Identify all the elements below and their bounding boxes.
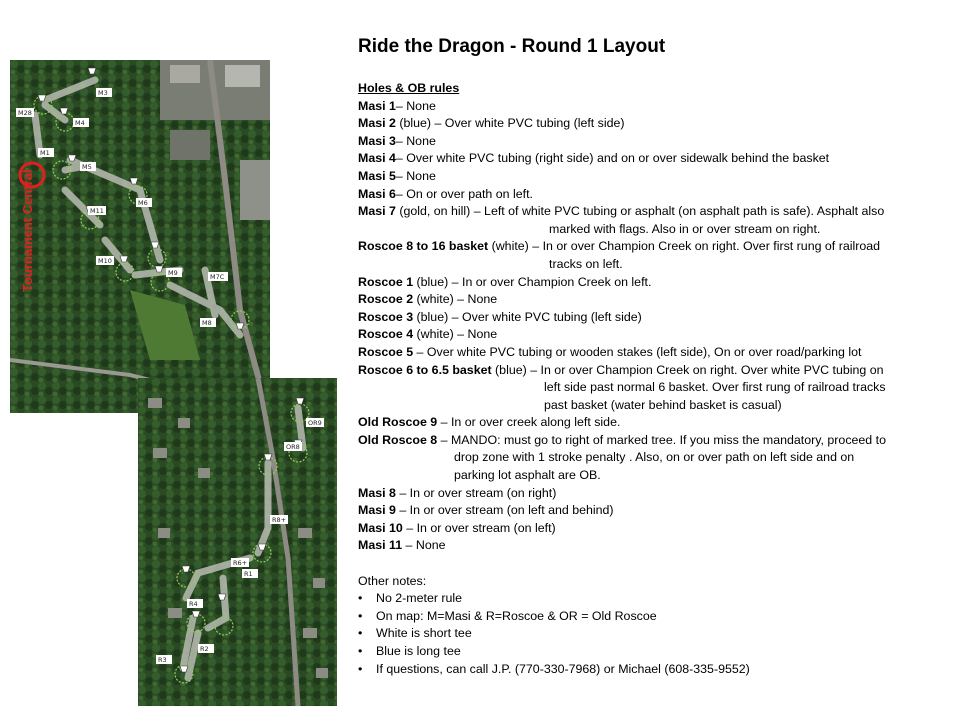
hole-name: Masi 11 <box>358 538 403 553</box>
ob-rule-row <box>358 537 948 555</box>
note-item: • Blue is long tee <box>358 643 948 661</box>
ob-rule-row <box>358 432 948 450</box>
other-notes-heading: Other notes: <box>358 573 427 588</box>
hole-label-r1: R1 <box>244 570 253 578</box>
ob-rule-row <box>358 186 948 204</box>
hole-label-r2: R2 <box>200 645 209 653</box>
hole-name: Masi 10 <box>358 520 403 535</box>
ob-rule-row <box>358 238 948 256</box>
tee-note: (blue) <box>395 116 435 131</box>
hole-label-m10: M10 <box>98 257 112 265</box>
other-notes-list <box>358 590 948 678</box>
ob-rule-continuation: tracks on left. <box>549 256 623 271</box>
hole-name: Roscoe 5 <box>358 344 414 359</box>
ob-rule-row <box>358 502 948 520</box>
course-map-lower <box>138 378 337 706</box>
course-map-upper <box>10 60 270 413</box>
hole-name: Masi 4 <box>358 151 396 166</box>
hole-name: Old Roscoe 8 <box>358 432 438 447</box>
ob-rule-row <box>358 150 948 168</box>
ob-rule-text: – Over white PVC tubing or wooden stakes (left side), On or over road/parking lot <box>416 344 862 359</box>
ob-rule-row <box>358 414 948 432</box>
hole-name: Roscoe 2 <box>358 292 414 307</box>
hole-name: Masi 3 <box>358 133 396 148</box>
ob-rule-row <box>358 309 948 327</box>
hole-name: Masi 7 <box>358 204 396 219</box>
ob-rule-text: – Over white PVC tubing (left side) <box>434 116 625 131</box>
hole-label-m5: M5 <box>82 163 92 171</box>
ob-rule-text: – MANDO: must go to right of marked tree. If you miss the mandatory, proceed to <box>440 432 886 447</box>
ob-rule-text: – Over white PVC tubing (left side) <box>451 309 642 324</box>
hole-name: Roscoe 6 to 6.5 basket <box>358 362 492 377</box>
layout-rules-body <box>358 80 948 678</box>
ob-rule-text: – In or over stream (on left) <box>406 520 556 535</box>
hole-name: Masi 1 <box>358 98 396 113</box>
hole-label-or9: OR9 <box>308 419 322 427</box>
hole-name: Masi 2 <box>358 116 396 131</box>
ob-rule-text: – In or over stream (on left and behind) <box>399 503 614 518</box>
ob-rule-row <box>358 520 948 538</box>
tee-note: (blue) <box>491 362 531 377</box>
hole-label-m9: M9 <box>168 269 178 277</box>
ob-rule-row <box>358 274 948 292</box>
ob-rule-text: – Over white PVC tubing (right side) and on or over sidewalk behind the basket <box>395 151 830 166</box>
ob-rule-continuation: left side past normal 6 basket. Over first rung of railroad tracks <box>544 380 886 395</box>
ob-rule-row <box>358 362 948 380</box>
hole-name: Masi 5 <box>358 168 396 183</box>
tee-note: (blue) <box>413 274 452 289</box>
note-item: • White is short tee <box>358 625 948 643</box>
note-item: • If questions, can call J.P. (770-330-7968) or Michael (608-335-9552) <box>358 661 948 679</box>
ob-rule-text: – None <box>457 327 498 342</box>
ob-rule-text: – None <box>395 168 436 183</box>
ob-rule-text: – None <box>395 133 436 148</box>
hole-label-m8: M8 <box>202 319 212 327</box>
ob-rule-text: – None <box>405 538 446 553</box>
hole-name: Roscoe 3 <box>358 309 414 324</box>
hole-name: Masi 8 <box>358 485 396 500</box>
ob-rule-row <box>358 133 948 151</box>
hole-label-r3: R3 <box>158 656 167 664</box>
holes-heading: Holes & OB rules <box>358 81 460 95</box>
ob-rule-continuation: marked with flags. Also in or over stream on right. <box>549 221 821 236</box>
ob-rule-continuation: parking lot asphalt are OB. <box>454 468 601 483</box>
hole-label-m3: M3 <box>98 89 108 97</box>
hole-label-m4: M4 <box>75 119 85 127</box>
ob-rule-row <box>358 344 948 362</box>
hole-name: Masi 9 <box>358 503 396 518</box>
hole-name: Masi 6 <box>358 186 396 201</box>
ob-rule-row <box>358 203 948 221</box>
hole-label-m11: M11 <box>90 207 104 215</box>
ob-rule-text: – Left of white PVC tubing or asphalt (on asphalt path is safe). Asphalt also <box>473 204 885 219</box>
hole-label-r8plus: R8+ <box>272 516 287 524</box>
ob-rule-row <box>358 115 948 133</box>
ob-rule-continuation: drop zone with 1 stroke penalty . Also, on or over path on left side and on <box>454 450 855 465</box>
hole-name: Roscoe 8 to 16 basket <box>358 239 489 254</box>
note-item: • No 2-meter rule <box>358 590 948 608</box>
ob-rule-text: – In or over stream (on right) <box>399 485 557 500</box>
ob-rule-text: – In or over Champion Creek on right. Over white PVC tubing on <box>530 362 884 377</box>
note-item: • On map: M=Masi & R=Roscoe & OR = Old Roscoe <box>358 608 948 626</box>
hole-name: Roscoe 1 <box>358 274 414 289</box>
page-title: Ride the Dragon - Round 1 Layout <box>358 36 666 57</box>
hole-label-m1: M1 <box>40 149 50 157</box>
ob-rule-row <box>358 168 948 186</box>
ob-rule-text: – None <box>457 292 498 307</box>
tournament-central-label: Tournament Central <box>20 169 35 292</box>
hole-label-or8: OR8 <box>286 443 300 451</box>
ob-rules-list <box>358 98 948 555</box>
ob-rule-text: – In or over creek along left side. <box>440 415 621 430</box>
ob-rule-text: – None <box>395 98 436 113</box>
ob-rule-continuation: past basket (water behind basket is casual) <box>544 397 782 412</box>
hole-label-r6plus: R6+ <box>233 559 248 567</box>
hole-name: Old Roscoe 9 <box>358 415 438 430</box>
ob-rule-text: – In or over Champion Creek on left. <box>451 274 652 289</box>
tee-note: (white) <box>488 239 533 254</box>
tee-note: (gold, on hill) <box>395 204 474 219</box>
ob-rule-row <box>358 485 948 503</box>
hole-label-m6: M6 <box>138 199 148 207</box>
ob-rule-row <box>358 98 948 116</box>
hole-name: Roscoe 4 <box>358 327 414 342</box>
tee-note: (white) <box>413 327 458 342</box>
hole-label-r4: R4 <box>189 600 198 608</box>
ob-rule-text: – In or over Champion Creek on right. Over first rung of railroad <box>532 239 881 254</box>
tee-note: (white) <box>413 292 458 307</box>
tee-note: (blue) <box>413 309 452 324</box>
hole-label-m28: M28 <box>18 109 32 117</box>
ob-rule-row <box>358 326 948 344</box>
ob-rule-row <box>358 291 948 309</box>
ob-rule-text: – On or over path on left. <box>395 186 533 201</box>
hole-label-m7c: M7C <box>210 273 225 281</box>
